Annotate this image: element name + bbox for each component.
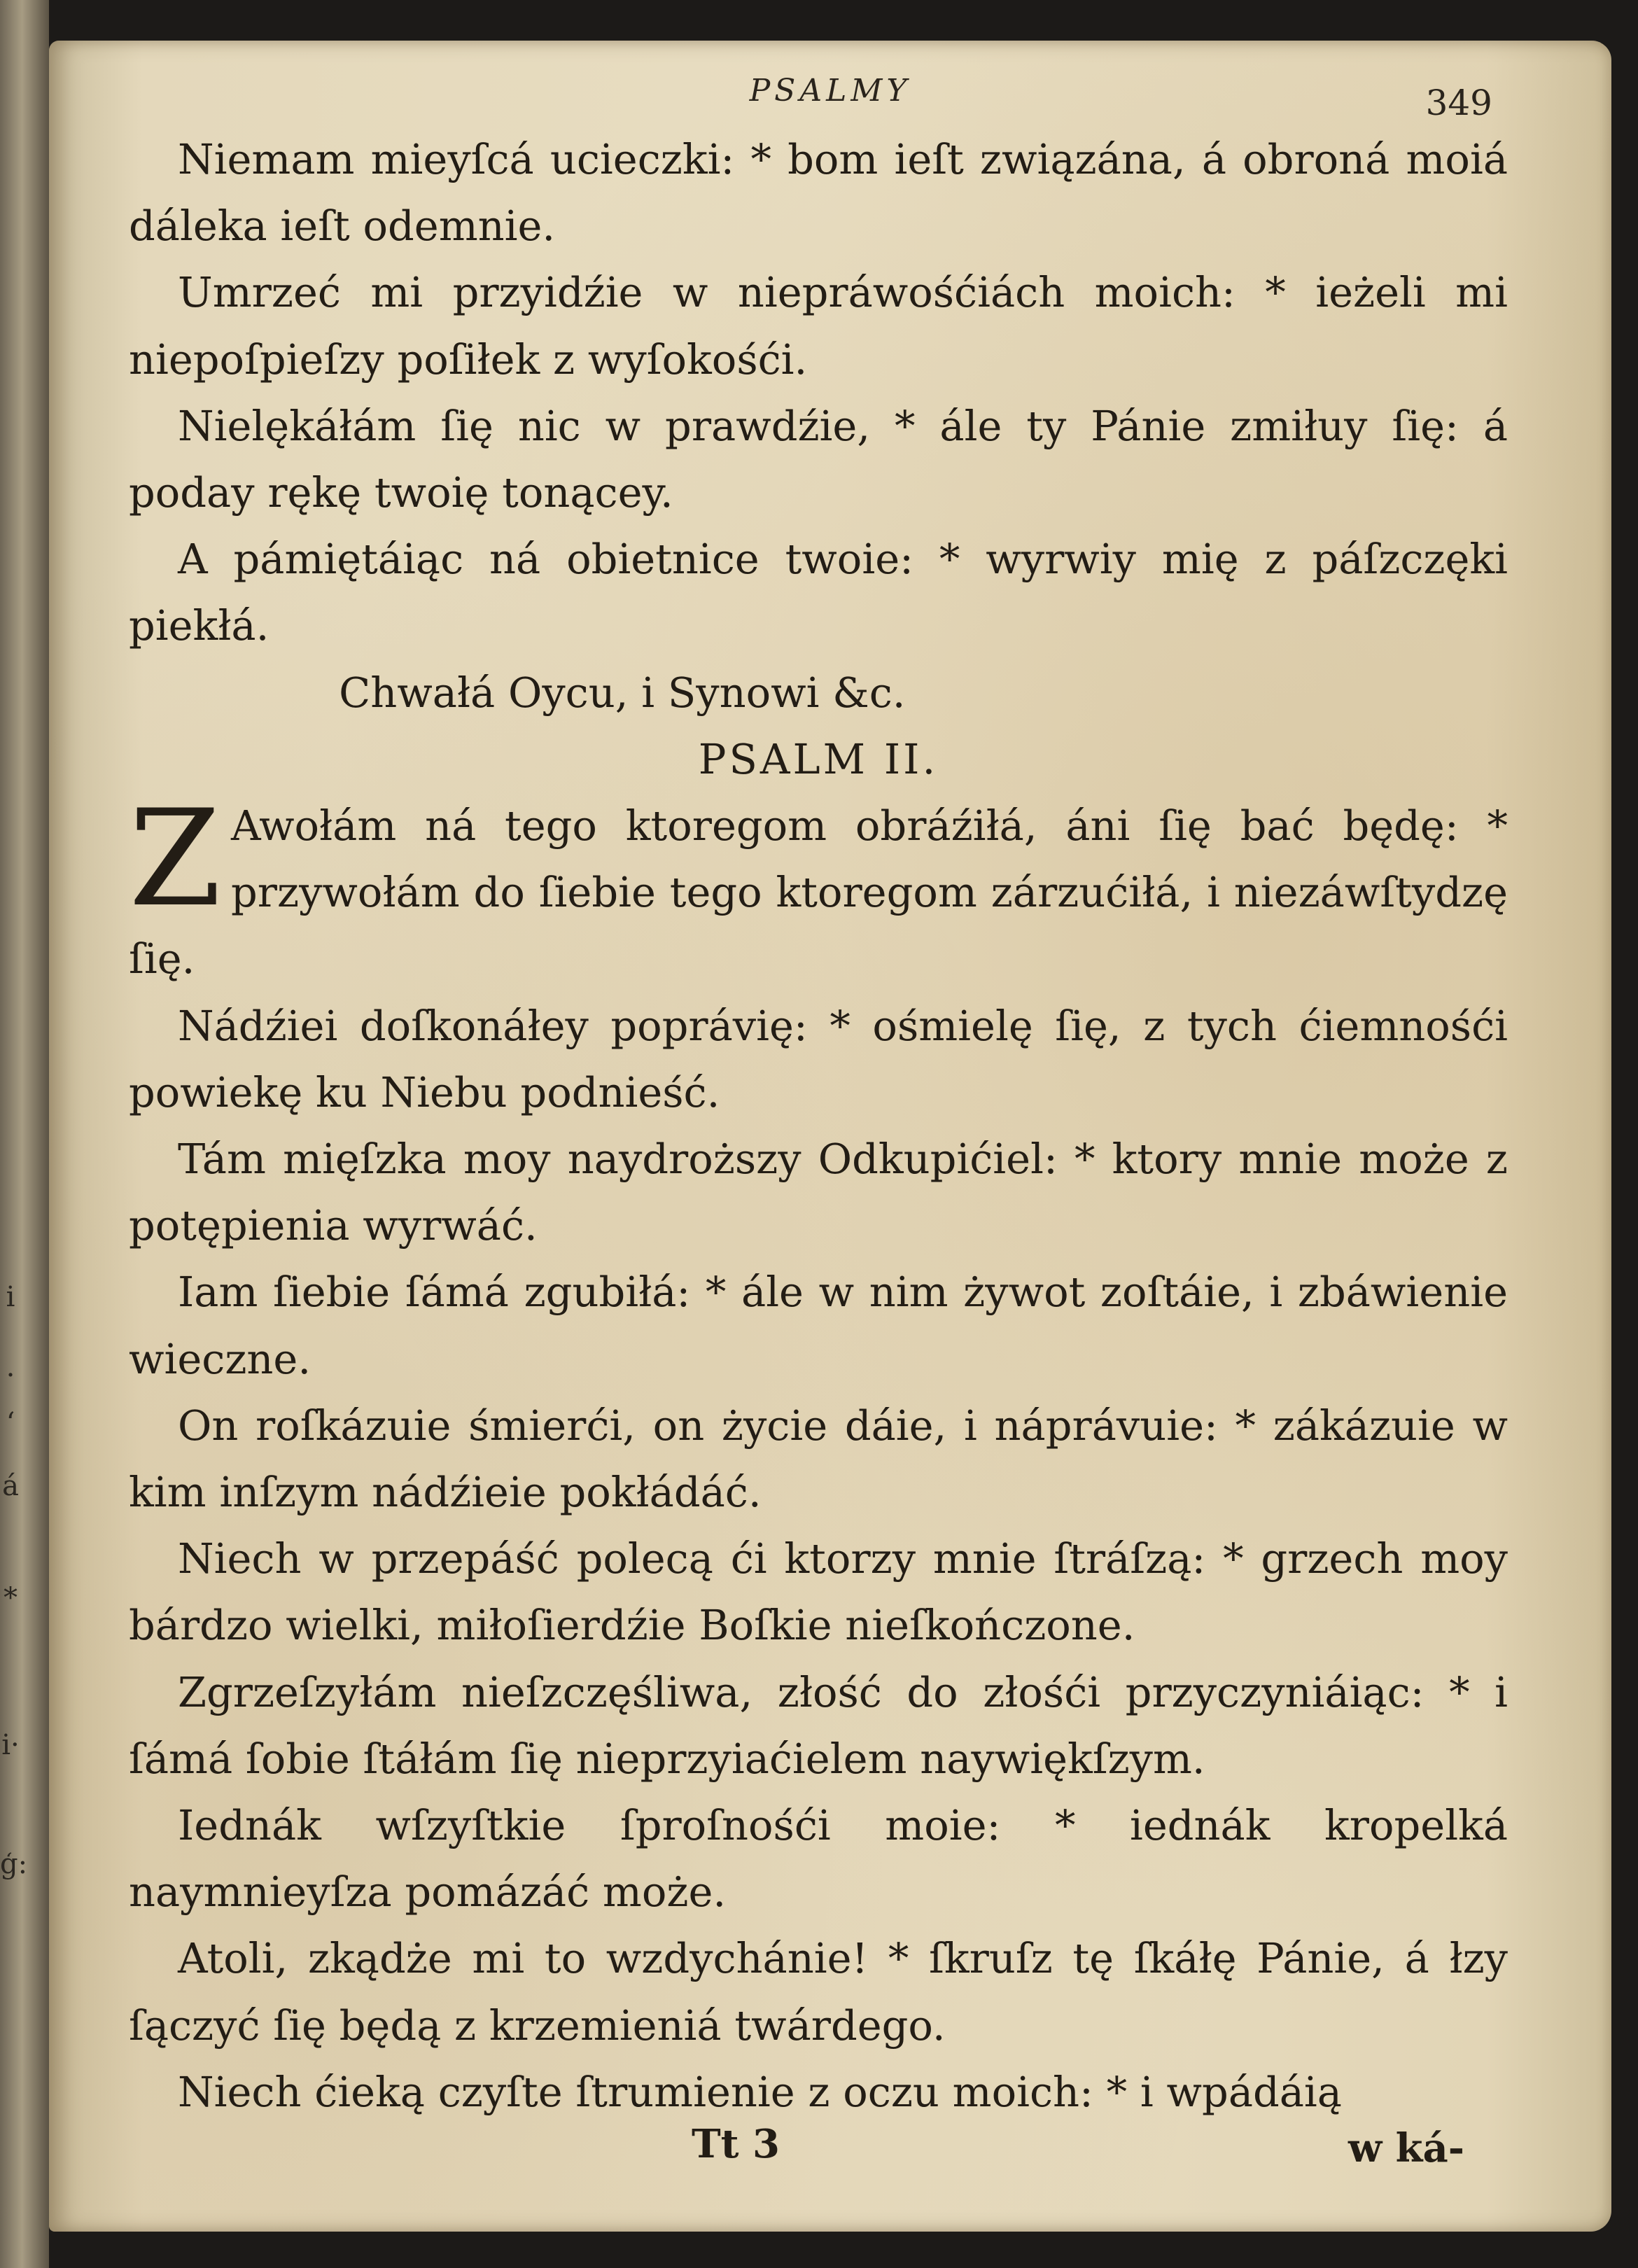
verse: Iednák wſzyſtkie ſproſnośći moie: * iednák kropelká naymnieyſza pomázáć może. — [129, 1801, 1508, 1917]
verse: A pámiętáiąc ná obietnice twoie: * wyrwiy mię z páſzczęki piekłá. — [129, 535, 1508, 650]
previous-page-margin-char: á — [2, 1470, 19, 1502]
psalm-title: PSALM II. — [698, 734, 939, 783]
book-page — [49, 41, 1611, 2232]
verse: Niech w przepáść polecą ći ktorzy mnie ſtráſzą: * grzech moy bárdzo wielki, miłoſierdźie Boſkie nieſkończone. — [129, 1534, 1508, 1650]
previous-page-margin-char: . — [6, 1351, 15, 1383]
verse: Nádźiei doſkonáłey poprávię: * ośmielę ſię, z tych ćiemnośći powiekę ku Niebu podnieść. — [129, 1001, 1508, 1116]
verse: Niech ćieką czyſte ſtrumienie z oczu moich: * i wpádáią — [178, 2067, 1342, 2116]
previous-page-margin-char: i — [6, 1281, 15, 1313]
first-verse — [129, 781, 1508, 993]
gloria-patri — [129, 659, 1508, 726]
previous-page-edge — [0, 0, 49, 2268]
drop-cap: Z — [129, 781, 222, 937]
psalm-text — [129, 126, 1508, 2125]
previous-page-margin-char: ģ: — [0, 1848, 28, 1880]
verse: Tám mięſzka moy naydroższy Odkupićiel: * ktory mnie może z potępienia wyrwáć. — [129, 1135, 1508, 1250]
page-number: 349 — [1425, 83, 1492, 123]
previous-page-margin-char: * — [4, 1582, 18, 1614]
verse: Niemam mieyſcá ucieczki: * bom ieſt związána, á obroná moiá dáleka ieſt odemnie. — [129, 135, 1508, 251]
verse: Iam ſiebie ſámá zgubiłá: * ále w nim żywot zoſtáie, i zbáwienie wieczne. — [129, 1268, 1508, 1383]
signature-mark: Tt 3 — [692, 2121, 780, 2167]
verse: Nielękáłám ſię nic w prawdźie, * ále ty Pánie zmiłuy ſię: á poday rękę twoię tonącey. — [129, 401, 1508, 517]
gloria-text: Chwałá Oycu, i Synowi &c. — [339, 668, 906, 717]
running-head: PSALMY — [749, 73, 911, 108]
first-verse-text: Awołám ná tego ktoregom obráźiłá, áni ſię bać będę: * przywołám do ſiebie tego ktoregom zárzućiłá, i niezáwſtydzę ſię. — [129, 802, 1508, 983]
previous-page-margin-char: i· — [1, 1729, 20, 1761]
catchword: w ká- — [1348, 2125, 1464, 2171]
verse: Atoli, zkądże mi to wzdychánie! * ſkruſz tę ſkáłę Pánie, á łzy ſączyć ſię będą z krzemieniá twárdego. — [129, 1934, 1508, 2050]
verse: On roſkázuie śmierći, on życie dáie, i náprávuie: * zákázuie w kim inſzym nádźieie pokłádáć. — [129, 1401, 1508, 1517]
verse: Umrzeć mi przyidźie w niepráwośćiách moich: * ieżeli mi niepoſpieſzy poſiłek z wyſokośći. — [129, 268, 1508, 384]
previous-page-margin-char: ‘ — [6, 1407, 15, 1439]
verse: Zgrzeſzyłám nieſzczęśliwa, złość do złośći przyczyniáiąc: * i ſámá ſobie ſtáłám ſię nieprzyiaćielem naywiękſzym. — [129, 1667, 1508, 1783]
